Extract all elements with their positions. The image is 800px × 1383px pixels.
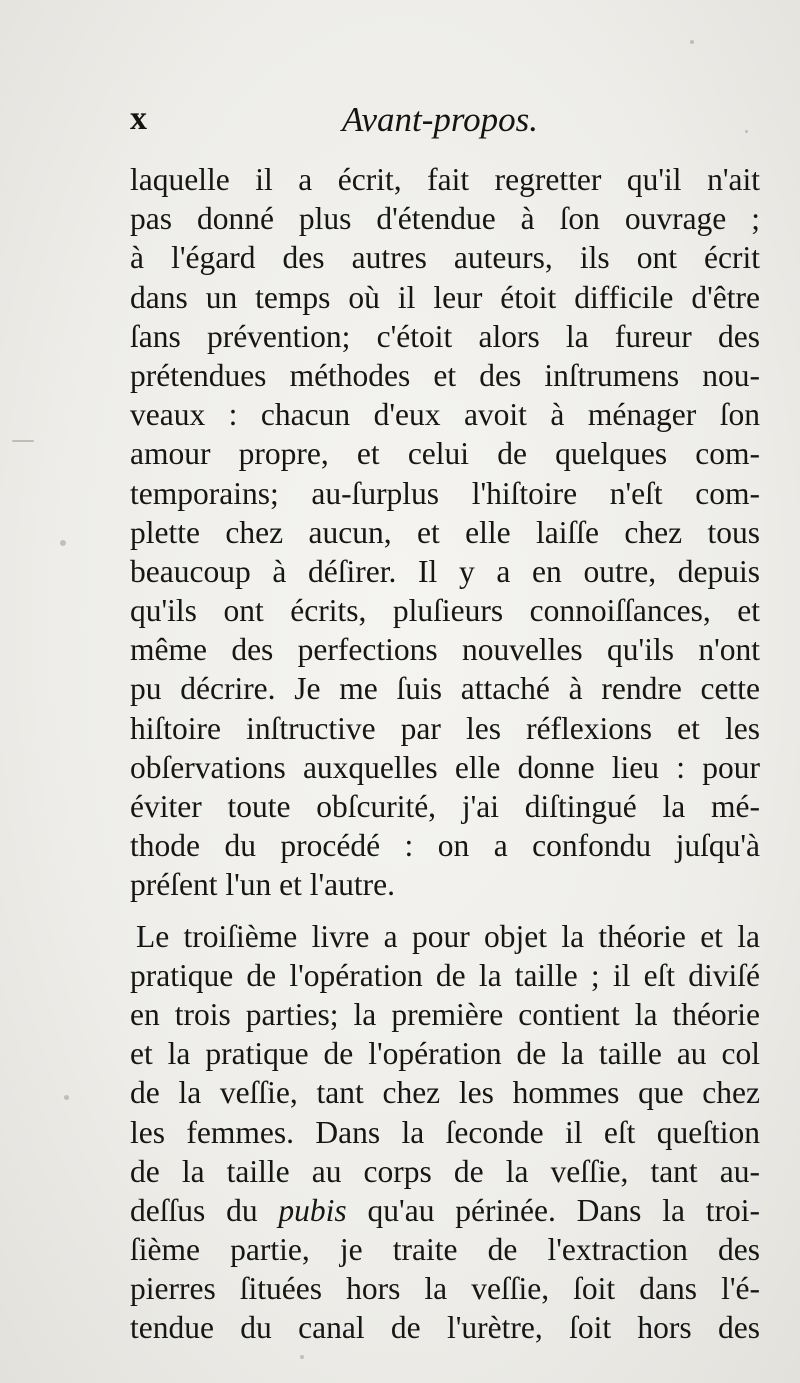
text-line: ſans prévention; c'étoit alors la fureur des [130, 318, 760, 354]
text-line: en trois parties; la première contient la théorie [130, 996, 760, 1032]
text-line: pierres ſituées hors la veſſie, ſoit dans l'é- [130, 1271, 760, 1307]
text-line-mixed [130, 1191, 760, 1230]
text-line: thode du procédé : on a confondu juſqu'à [130, 828, 760, 864]
paper-speck [690, 40, 694, 44]
text-line: préſent l'un et l'autre. [130, 867, 395, 903]
text-line: pu décrire. Je me ſuis attaché à rendre cette [130, 671, 760, 707]
paragraph-2 [130, 917, 760, 1348]
text-line: beaucoup à déſirer. Il y a en outre, depuis [130, 553, 760, 589]
text-line: éviter toute obſcurité, j'ai diſtingué la mé- [130, 789, 760, 824]
text-line: hiſtoire inſtructive par les réflexions et les [130, 710, 760, 746]
text-line: de la veſſie, tant chez les hommes que chez [130, 1075, 760, 1111]
text-line: et la pratique de l'opération de la taille au col [130, 1036, 760, 1072]
text-line: les femmes. Dans la ſeconde il eſt queſtion [130, 1114, 760, 1150]
italic-term: pubis [278, 1192, 347, 1228]
text-line: de la taille au corps de la veſſie, tant au- [130, 1153, 760, 1189]
paper-speck [12, 440, 34, 442]
text-line: temporains; au-ſurplus l'hiſtoire n'eſt com- [130, 475, 760, 511]
text-line: tendue du canal de l'urètre, ſoit hors des [130, 1310, 760, 1346]
text-line: veaux : chacun d'eux avoit à ménager ſon [130, 397, 760, 433]
paragraph-1 [130, 160, 760, 905]
text-line: à l'égard des autres auteurs, ils ont écrit [130, 240, 760, 276]
text-line: dans un temps où il leur étoit difficile d'être [130, 279, 760, 315]
running-head [130, 100, 760, 150]
text-line: laquelle il a écrit, fait regretter qu'il n'ait [130, 162, 760, 197]
running-title: Avant-propos. [342, 100, 539, 139]
paper-speck [60, 540, 66, 546]
text-line: pratique de l'opération de la taille ; il eſt diviſé [130, 957, 760, 993]
text-line: amour propre, et celui de quelques com- [130, 436, 760, 472]
text-line: qu'ils ont écrits, pluſieurs connoiſſances, et [130, 593, 760, 629]
text-run: deſſus du [130, 1192, 258, 1228]
text-line: même des perfections nouvelles qu'ils n'ont [130, 632, 760, 668]
text-line: ſième partie, je traite de l'extraction des [130, 1232, 760, 1268]
text-line: plette chez aucun, et elle laiſſe chez tous [130, 514, 760, 550]
paper-speck [300, 1355, 304, 1359]
text-line: obſervations auxquelles elle donne lieu : pour [130, 749, 760, 785]
body-text [130, 160, 760, 1348]
text-line: Le troiſième livre a pour objet la théorie et la [136, 918, 760, 954]
text-run: qu'au périnée. Dans la troi- [367, 1192, 760, 1228]
text-line: prétendues méthodes et des inſtrumens nou- [130, 357, 760, 393]
page-number: x [130, 100, 147, 137]
paper-speck [64, 1095, 69, 1100]
text-line: pas donné plus d'étendue à ſon ouvrage ; [130, 201, 760, 237]
